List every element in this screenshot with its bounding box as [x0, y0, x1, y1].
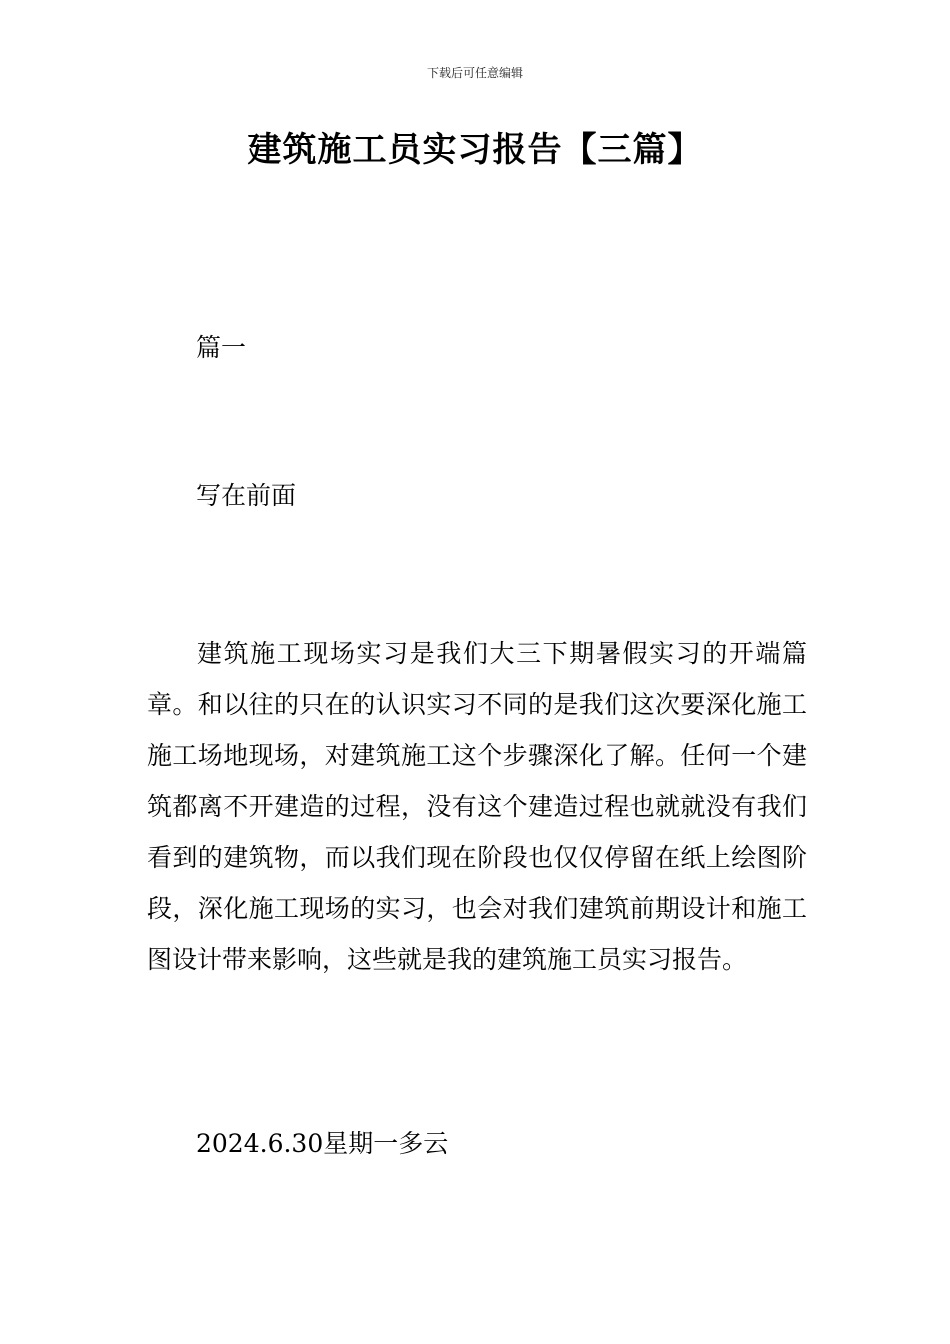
- subheading: 写在前面: [196, 481, 297, 510]
- body-paragraph: 建筑施工现场实习是我们大三下期暑假实习的开端篇章。和以往的只在的认识实习不同的是我们这次要深化施工施工场地现场，对建筑施工这个步骤深化了解。任何一个建筑都离不开建造的过程，没有这个建造过程也就就没有我们看到的建筑物，而以我们现在阶段也仅仅停留在纸上绘图阶段，深化施工现场的实习，也会对我们建筑前期设计和施工图设计带来影响，这些就是我的建筑施工员实习报告。: [147, 639, 807, 974]
- header-note: 下载后可任意编辑: [426, 66, 523, 80]
- section-label: 篇一: [196, 333, 247, 362]
- document-title: 建筑施工员实习报告【三篇】: [247, 130, 703, 170]
- date-line: 2024.6.30星期一多云: [196, 1129, 449, 1158]
